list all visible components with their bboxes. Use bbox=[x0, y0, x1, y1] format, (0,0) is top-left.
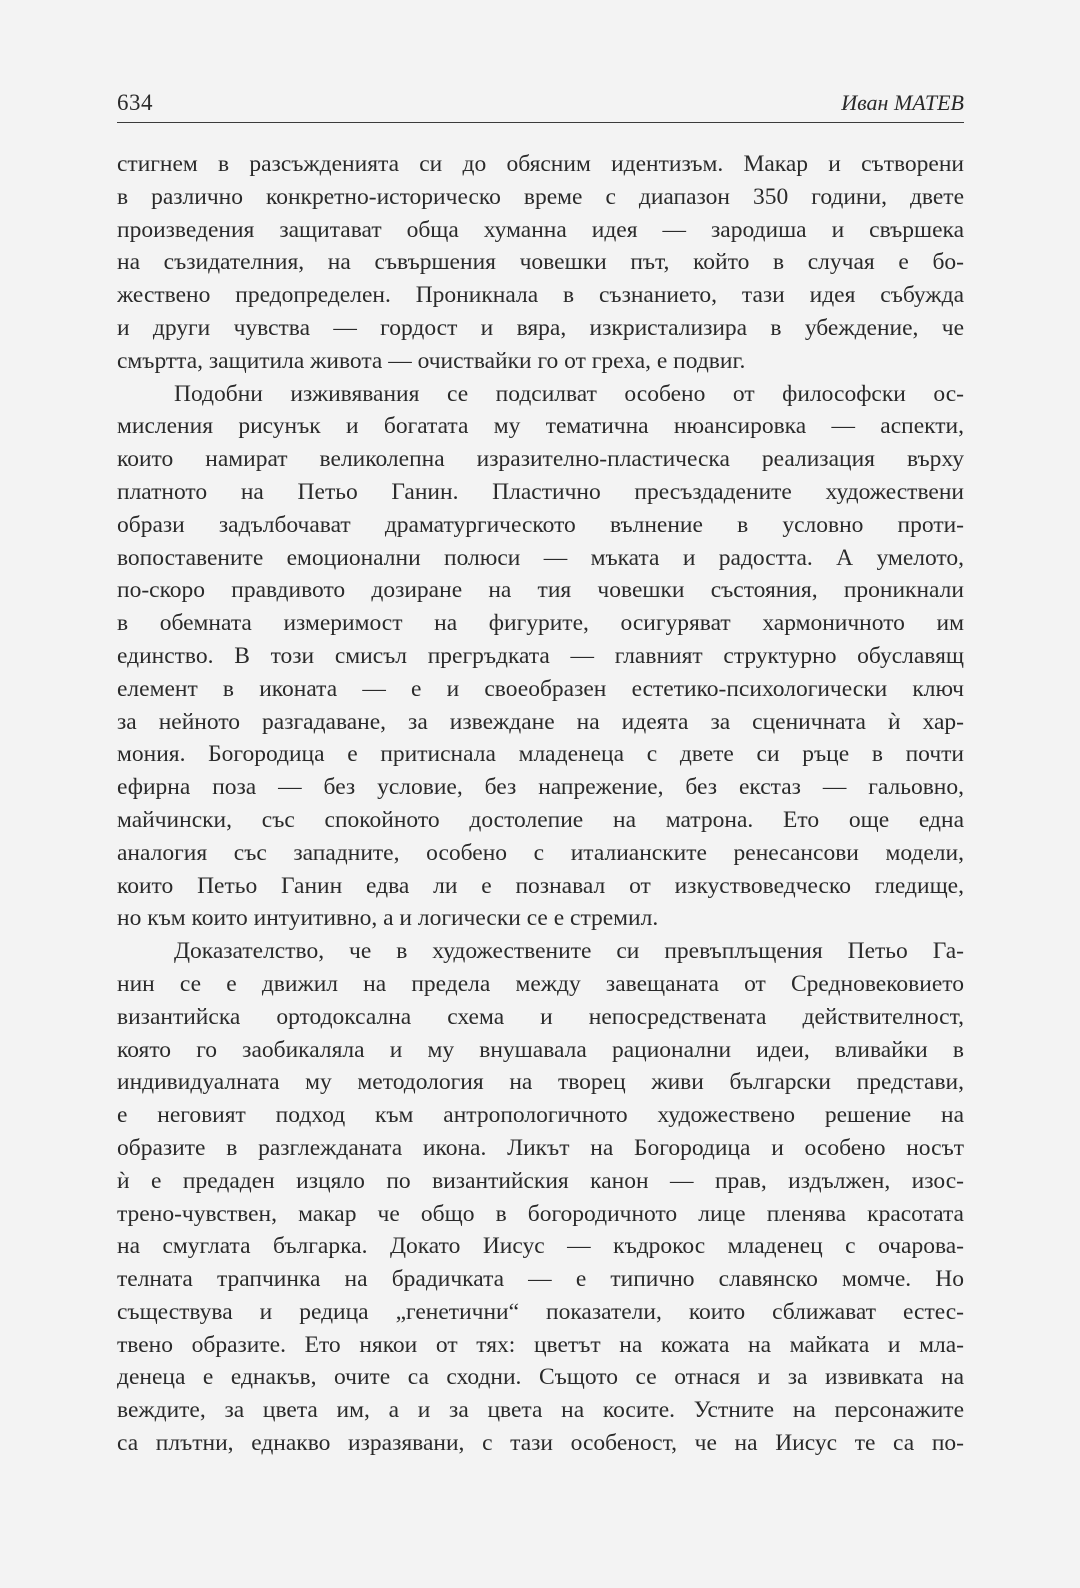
text-line: денеца е еднакъв, очите са сходни. Същото се отнася и за извивката на bbox=[117, 1364, 964, 1391]
text-line: ѝ е предаден изцяло по византийския канон — прав, издължен, изос- bbox=[117, 1167, 964, 1194]
text-line: Подобни изживявания се подсилват особено от философски ос- bbox=[174, 380, 964, 407]
text-line: веждите, за цвета им, а и за цвета на косите. Устните на персонажите bbox=[117, 1397, 964, 1424]
text-line: нин се е движил на предела между завещаната от Средновековието bbox=[117, 970, 964, 997]
text-line: твено образите. Ето някои от тях: цветът на кожата на майката и мла- bbox=[117, 1331, 964, 1358]
text-line: на съзидателния, на съвършения човешки път, който в случая е бо- bbox=[117, 249, 964, 276]
text-line: мония. Богородица е притиснала младенеца с двете си ръце в почти bbox=[117, 741, 964, 768]
text-line: съществува и редица „генетични“ показатели, които сближават естес- bbox=[117, 1298, 964, 1325]
text-line: в обемната измеримост на фигурите, осигуряват хармоничното им bbox=[117, 610, 964, 637]
text-line: единство. В този смисъл прегръдката — главният структурно обуславящ bbox=[117, 642, 964, 669]
body-text bbox=[117, 148, 964, 1460]
text-line: която го заобикаляла и му внушавала рационални идеи, вливайки в bbox=[117, 1036, 964, 1063]
text-line: индивидуалната му методология на творец живи български представи, bbox=[117, 1069, 964, 1096]
text-line: са плътни, еднакво изразявани, с тази особеност, че на Иисус те са по- bbox=[117, 1430, 964, 1457]
text-line: и други чувства — гордост и вяра, изкристализира в убеждение, че bbox=[117, 314, 964, 341]
text-line: които Петьо Ганин едва ли е познавал от изкуствоведческо гледище, bbox=[117, 872, 964, 899]
text-line: образи задълбочават драматургическото вълнение в условно проти- bbox=[117, 511, 964, 538]
text-line: жествено предопределен. Проникнала в съзнанието, тази идея събужда bbox=[117, 282, 964, 309]
text-line: но към които интуитивно, а и логически се е стремил. bbox=[117, 905, 659, 932]
text-line: трено-чувствен, макар че общо в богородичното лице пленява красотата bbox=[117, 1200, 964, 1227]
text-line: смъртта, защитила живота — очиствайки го от греха, е подвиг. bbox=[117, 347, 746, 374]
text-line: за нейното разгадаване, за извеждане на идеята за сценичната ѝ хар- bbox=[117, 708, 964, 735]
text-line: платното на Петьо Ганин. Пластично пресъздадените художествени bbox=[117, 478, 964, 505]
text-line: образите в разглежданата икона. Ликът на Богородица и особено носът bbox=[117, 1134, 964, 1161]
text-line: произведения защитават обща хуманна идея — зародиша и свършека bbox=[117, 216, 964, 243]
text-line: Доказателство, че в художествените си превъплъщения Петьо Га- bbox=[174, 938, 964, 965]
text-line: в различно конкретно-историческо време с диапазон 350 години, двете bbox=[117, 183, 964, 210]
text-line: мисления рисунък и богатата му тематична нюансировка — аспекти, bbox=[117, 413, 964, 440]
text-line: византийска ортодоксална схема и непосредствената действителност, bbox=[117, 1003, 964, 1030]
page-number: 634 bbox=[117, 90, 153, 115]
text-line: на смуглата българка. Докато Иисус — къдрокос младенец с очарова- bbox=[117, 1233, 964, 1260]
text-line: телната трапчинка на брадичката — е типично славянско момче. Но bbox=[117, 1266, 964, 1293]
text-line: ефирна поза — без условие, без напрежение, без екстаз — гальовно, bbox=[117, 774, 964, 801]
running-head-author: Иван МАТЕВ bbox=[841, 90, 964, 115]
text-line: е неговият подход към антропологичното художествено решение на bbox=[117, 1102, 964, 1129]
text-line: вопоставените емоционални полюси — мъката и радостта. А умелото, bbox=[117, 544, 964, 571]
text-line: стигнем в разсъжденията си до обясним идентизъм. Макар и сътворени bbox=[117, 151, 964, 177]
text-line: аналогия със западните, особено с италианските ренесансови модели, bbox=[117, 839, 964, 866]
text-line: майчински, със спокойното достолепие на матрона. Ето още една bbox=[117, 806, 964, 833]
text-line: елемент в иконата — е и своеобразен естетико-психологически ключ bbox=[117, 675, 964, 702]
text-line: които намират великолепна изразително-пластическа реализация върху bbox=[117, 446, 964, 473]
text-line: по-скоро правдивото дозиране на тия човешки състояния, проникнали bbox=[117, 577, 964, 604]
running-header bbox=[117, 88, 964, 123]
